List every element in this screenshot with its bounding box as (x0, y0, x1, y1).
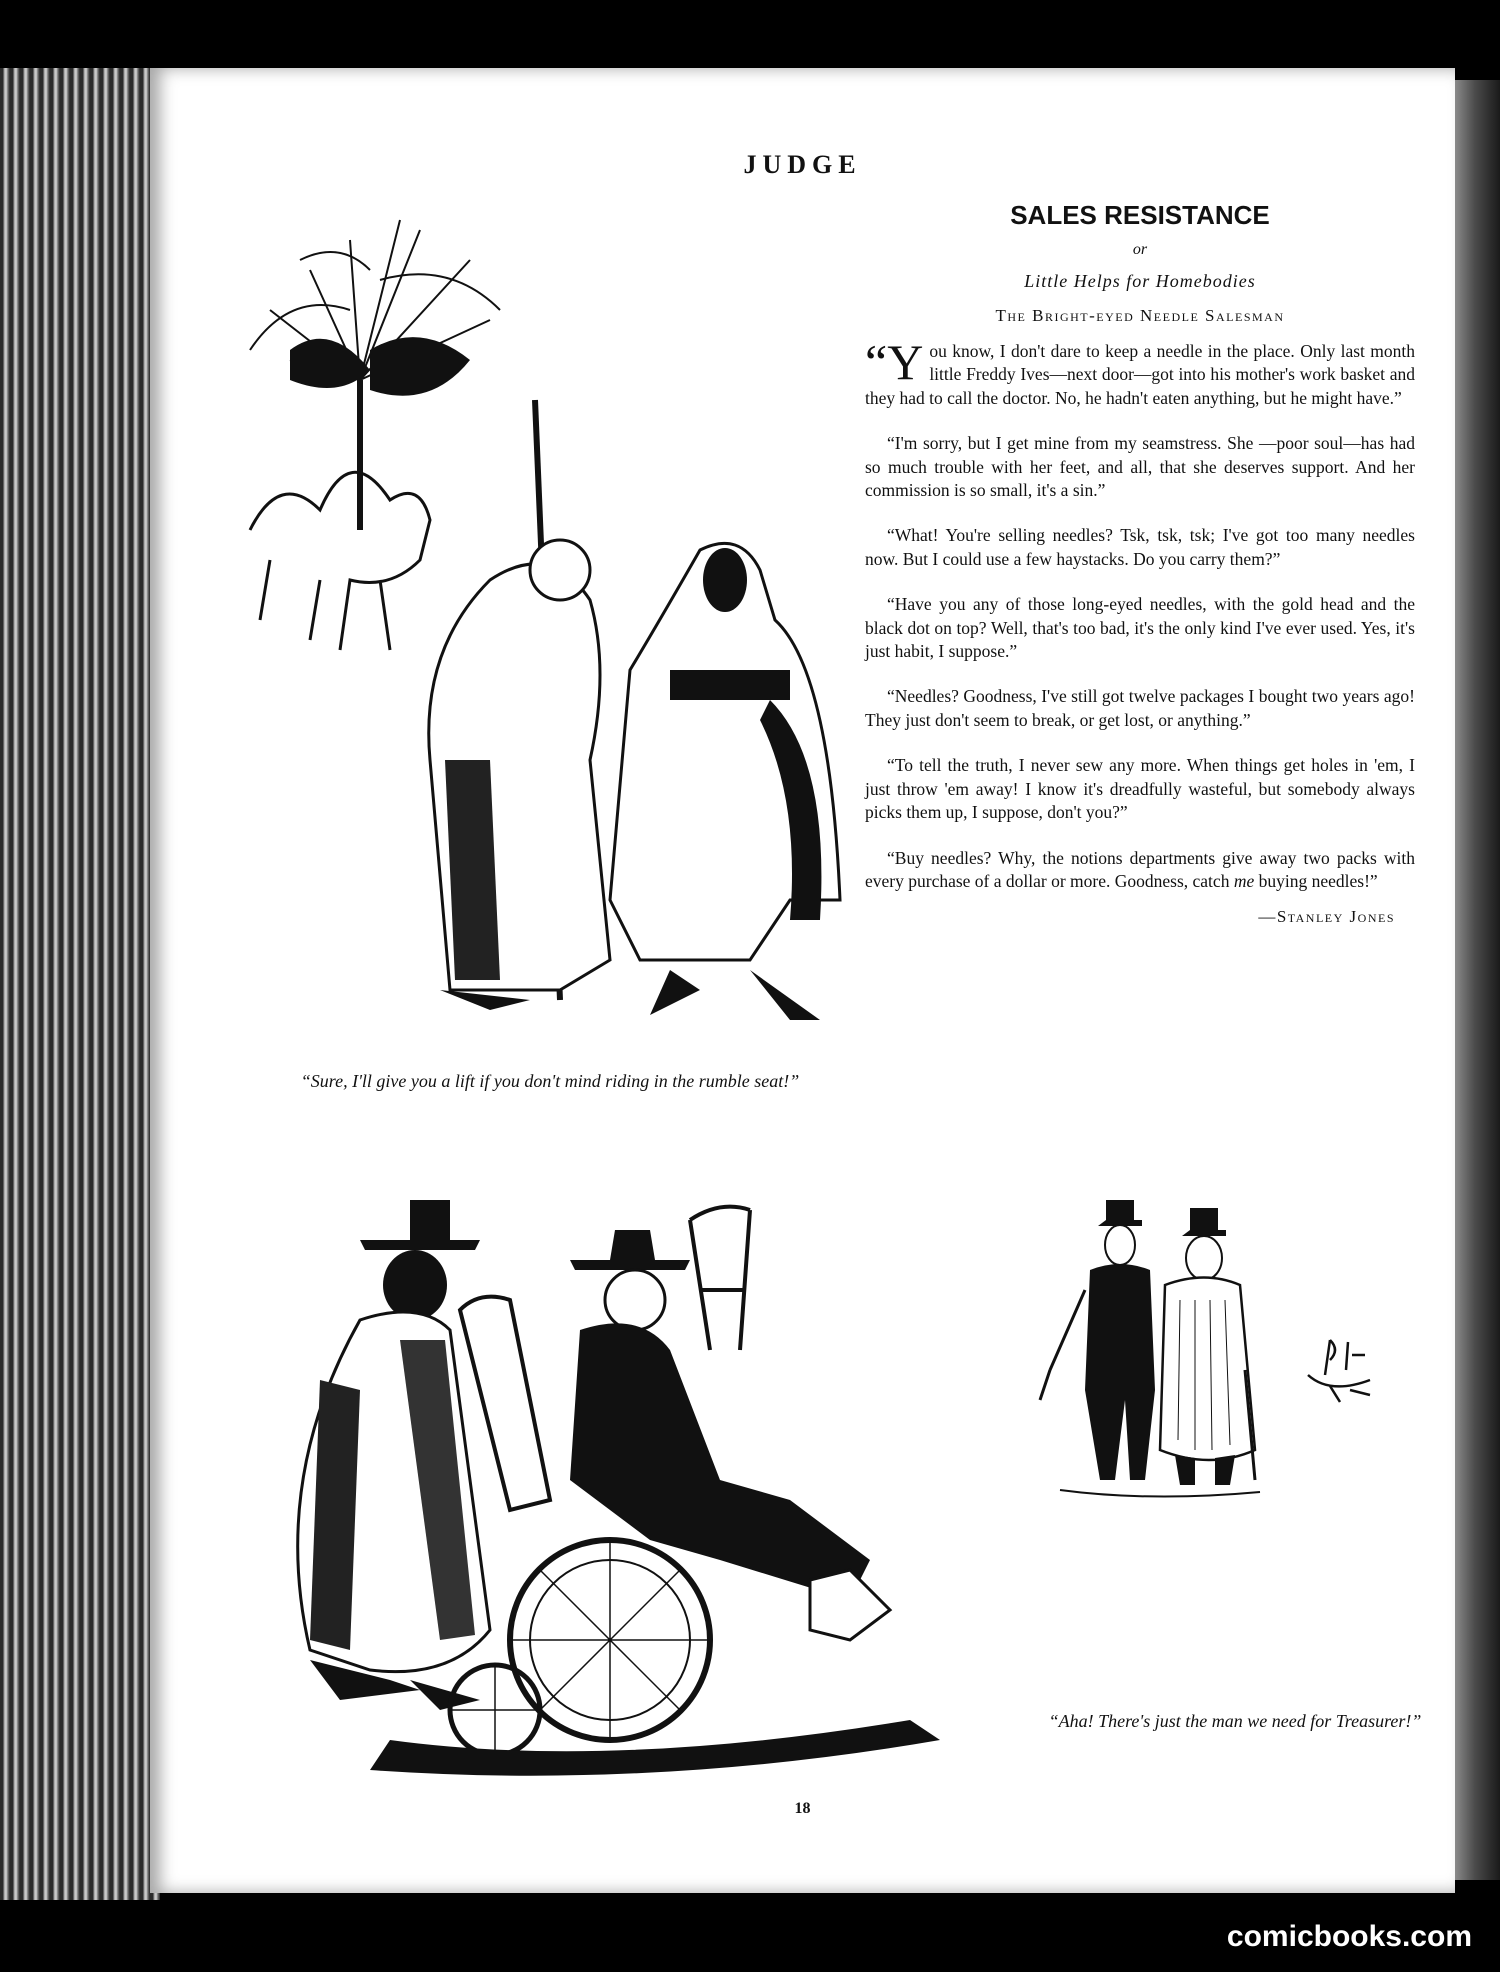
drop-cap: “Y (865, 334, 924, 390)
article-paragraph: “I'm sorry, but I get mine from my seamstress. She —poor soul—has had so much trouble with her feet, and all, that she deserves support. And her commission is so small, it's a sin.” (865, 433, 1415, 501)
watermark: comicbooks.com (1226, 1920, 1472, 1953)
article-subtitle: Little Helps for Homebodies (1024, 271, 1256, 291)
desert-illustration (230, 200, 850, 1060)
article-paragraph (865, 334, 1415, 410)
artist-signature (1308, 1340, 1370, 1402)
section-heading: The Bright-eyed Needle Salesman (995, 306, 1285, 325)
book-page-edges (0, 68, 160, 1900)
masthead: JUDGE (743, 150, 862, 179)
book-right-edge (1455, 80, 1500, 1880)
article-paragraph: “Have you any of those long-eyed needles, with the gold head and the black dot on top? Well, that's too bad, it's the only kind I've ever used. Yes, it's just habit, I suppose.” (865, 594, 1415, 662)
wheelchair-illustration (250, 1180, 990, 1780)
desert-caption: “Sure, I'll give you a lift if you don't mind riding in the rumble seat!” (300, 1071, 800, 1091)
top-hats-caption: “Aha! There's just the man we need for Treasurer!” (1048, 1711, 1422, 1731)
article-paragraph (865, 847, 1415, 894)
article-paragraph: “What! You're selling needles? Tsk, tsk, tsk; I've got too many needles now. But I could use a few haystacks. Do you carry them?” (865, 525, 1415, 569)
article (865, 200, 1415, 927)
article-paragraph: “To tell the truth, I never sew any more. When things get holes in 'em, I just throw 'em away! I know it's dreadfully wasteful, but somebody always picks them up, I suppose, don't you?” (865, 755, 1415, 823)
paragraph-text: “Buy needles? Why, the notions departments give away two packs with every purchase of a dollar or more. Goodness, catch (865, 847, 1415, 891)
article-paragraph: “Needles? Goodness, I've still got twelve packages I bought two years ago! They just don't seem to break, or get lost, or anything.” (865, 686, 1415, 730)
article-body (865, 334, 1415, 893)
paragraph-text: ou know, I don't dare to keep a needle in the place. Only last month little Freddy Ives—next door—got into his mother's work basket and they had to call the doctor. No, he hadn't eaten anything, but he might have.” (865, 341, 1415, 408)
byline: —Stanley Jones (1258, 907, 1395, 927)
paragraph-text: buying needles!” (1254, 870, 1378, 891)
article-or: or (1132, 241, 1148, 258)
page-number: 18 (794, 1800, 811, 1817)
article-title: SALES RESISTANCE (1010, 200, 1270, 230)
emphasis-text: me (1233, 870, 1255, 891)
top-hats-illustration (1030, 1190, 1430, 1520)
